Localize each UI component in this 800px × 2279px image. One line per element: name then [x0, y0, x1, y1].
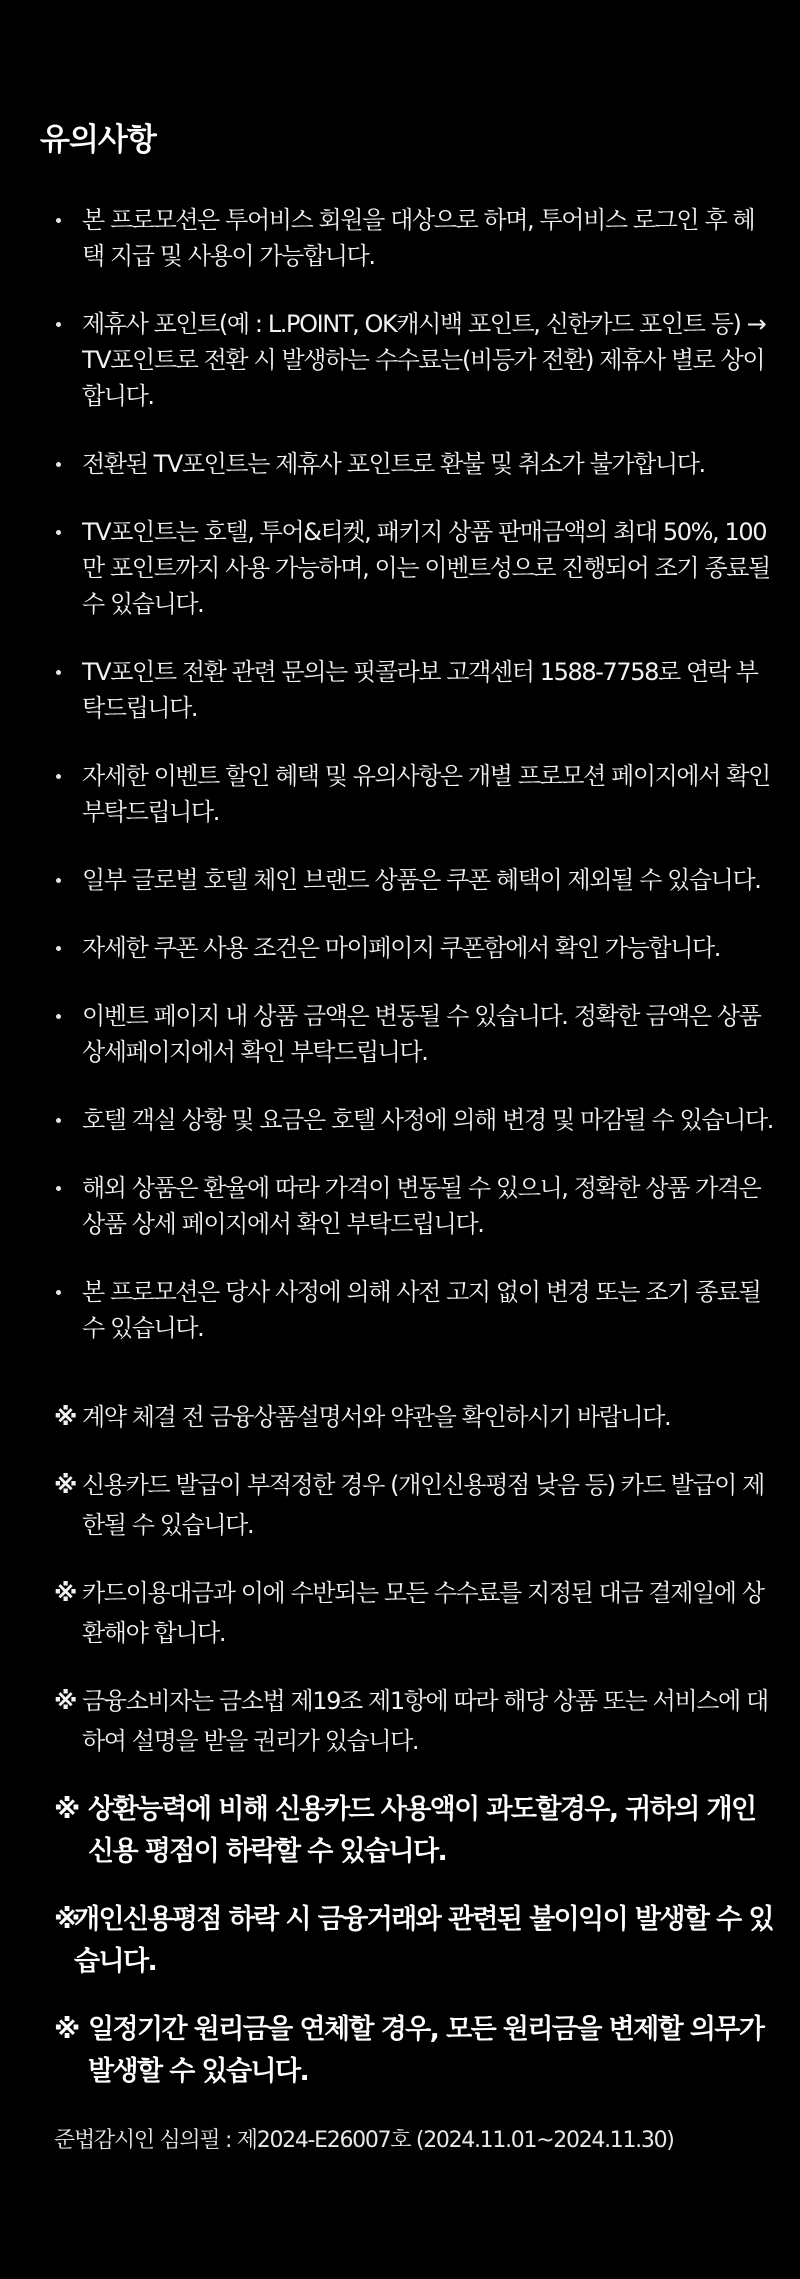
bullet-dot-icon	[56, 1290, 61, 1295]
caution-item	[54, 998, 774, 1070]
reference-mark-icon: ※	[54, 2014, 81, 2045]
reference-mark-icon: ※	[54, 1471, 78, 1499]
notice-item	[54, 1573, 774, 1653]
notice-item	[54, 1465, 774, 1545]
warning-notice-text: 일정기간 원리금을 연체할 경우, 모든 원리금을 변제할 의무가 발생할 수 있습니다.	[88, 2014, 764, 2087]
notice-item	[54, 1397, 774, 1437]
bullet-dot-icon	[56, 774, 61, 779]
caution-item	[54, 202, 774, 274]
caution-text: 자세한 이벤트 할인 혜택 및 유의사항은 개별 프로모션 페이지에서 확인 부탁드립니다.	[82, 762, 770, 826]
caution-text: 본 프로모션은 당사 사정에 의해 사전 고지 없이 변경 또는 조기 종료될 수 있습니다.	[82, 1278, 761, 1342]
warning-notice-text: 상환능력에 비해 신용카드 사용액이 과도할경우, 귀하의 개인신용 평점이 하락할 수 있습니다.	[88, 1794, 756, 1867]
bullet-dot-icon	[56, 218, 61, 223]
caution-text: 호텔 객실 상황 및 요금은 호텔 사정에 의해 변경 및 마감될 수 있습니다.	[82, 1106, 773, 1134]
caution-item	[54, 930, 774, 966]
bullet-dot-icon	[56, 670, 61, 675]
caution-item	[54, 654, 774, 726]
caution-text: 이벤트 페이지 내 상품 금액은 변동될 수 있습니다. 정확한 금액은 상품 상세페이지에서 확인 부탁드립니다.	[82, 1002, 761, 1066]
notice-item	[54, 1681, 774, 1761]
notice-text: 카드이용대금과 이에 수반되는 모든 수수료를 지정된 대금 결제일에 상환해야 합니다.	[82, 1579, 764, 1647]
bullet-dot-icon	[56, 462, 61, 467]
warning-notice-text: 개인신용평점 하락 시 금융거래와 관련된 불이익이 발생할 수 있습니다.	[74, 1904, 773, 1977]
reference-mark-icon: ※	[54, 1403, 78, 1431]
section-title: 유의사항	[40, 122, 156, 158]
bullet-dot-icon	[56, 1118, 61, 1123]
caution-text: 자세한 쿠폰 사용 조건은 마이페이지 쿠폰함에서 확인 가능합니다.	[82, 934, 720, 962]
reference-mark-icon: ※	[54, 1794, 81, 1825]
reference-mark-icon: ※	[54, 1904, 81, 1935]
notice-text: 신용카드 발급이 부적정한 경우 (개인신용평점 낮음 등) 카드 발급이 제한될 수 있습니다.	[82, 1471, 764, 1539]
bullet-dot-icon	[56, 1014, 61, 1019]
caution-item	[54, 306, 774, 414]
bullet-dot-icon	[56, 322, 61, 327]
warning-notice-item	[54, 1899, 774, 1983]
bullet-dot-icon	[56, 1186, 61, 1191]
reference-mark-icon: ※	[54, 1579, 78, 1607]
caution-item	[54, 1274, 774, 1346]
notice-text: 금융소비자는 금소법 제19조 제1항에 따라 해당 상품 또는 서비스에 대하여 설명을 받을 권리가 있습니다.	[82, 1687, 768, 1755]
reference-mark-icon: ※	[54, 1687, 78, 1715]
warning-notice-item	[54, 1789, 774, 1873]
caution-item	[54, 446, 774, 482]
caution-item	[54, 514, 774, 622]
caution-text: 전환된 TV포인트는 제휴사 포인트로 환불 및 취소가 불가합니다.	[82, 450, 705, 478]
bullet-dot-icon	[56, 878, 61, 883]
bullet-dot-icon	[56, 530, 61, 535]
warning-notice-item	[54, 2009, 774, 2093]
bullet-dot-icon	[56, 946, 61, 951]
compliance-footnote: 준법감시인 심의필 : 제2024-E26007호 (2024.11.01~2024.11.30)	[54, 2128, 674, 2153]
caution-text: TV포인트 전환 관련 문의는 핏콜라보 고객센터 1588-7758로 연락 부탁드립니다.	[82, 658, 758, 722]
caution-text: 본 프로모션은 투어비스 회원을 대상으로 하며, 투어비스 로그인 후 혜택 지급 및 사용이 가능합니다.	[82, 206, 755, 270]
notice-text: 계약 체결 전 금융상품설명서와 약관을 확인하시기 바랍니다.	[82, 1403, 671, 1431]
caution-text: 일부 글로벌 호텔 체인 브랜드 상품은 쿠폰 혜택이 제외될 수 있습니다.	[82, 866, 761, 894]
caution-item	[54, 1102, 774, 1138]
caution-text: 해외 상품은 환율에 따라 가격이 변동될 수 있으니, 정확한 상품 가격은 상품 상세 페이지에서 확인 부탁드립니다.	[82, 1174, 761, 1238]
financial-notice-list	[54, 1397, 774, 2119]
caution-text: 제휴사 포인트(예 : L.POINT, OK캐시백 포인트, 신한카드 포인트 등) → TV포인트로 전환 시 발생하는 수수료는(비등가 전환) 제휴사 별로 상이합니다.	[82, 310, 766, 410]
caution-text: TV포인트는 호텔, 투어&티켓, 패키지 상품 판매금액의 최대 50%, 100만 포인트까지 사용 가능하며, 이는 이벤트성으로 진행되어 조기 종료될 수 있습니다.	[82, 518, 770, 618]
caution-item	[54, 862, 774, 898]
caution-item	[54, 758, 774, 830]
caution-item	[54, 1170, 774, 1242]
caution-list	[54, 202, 774, 1378]
